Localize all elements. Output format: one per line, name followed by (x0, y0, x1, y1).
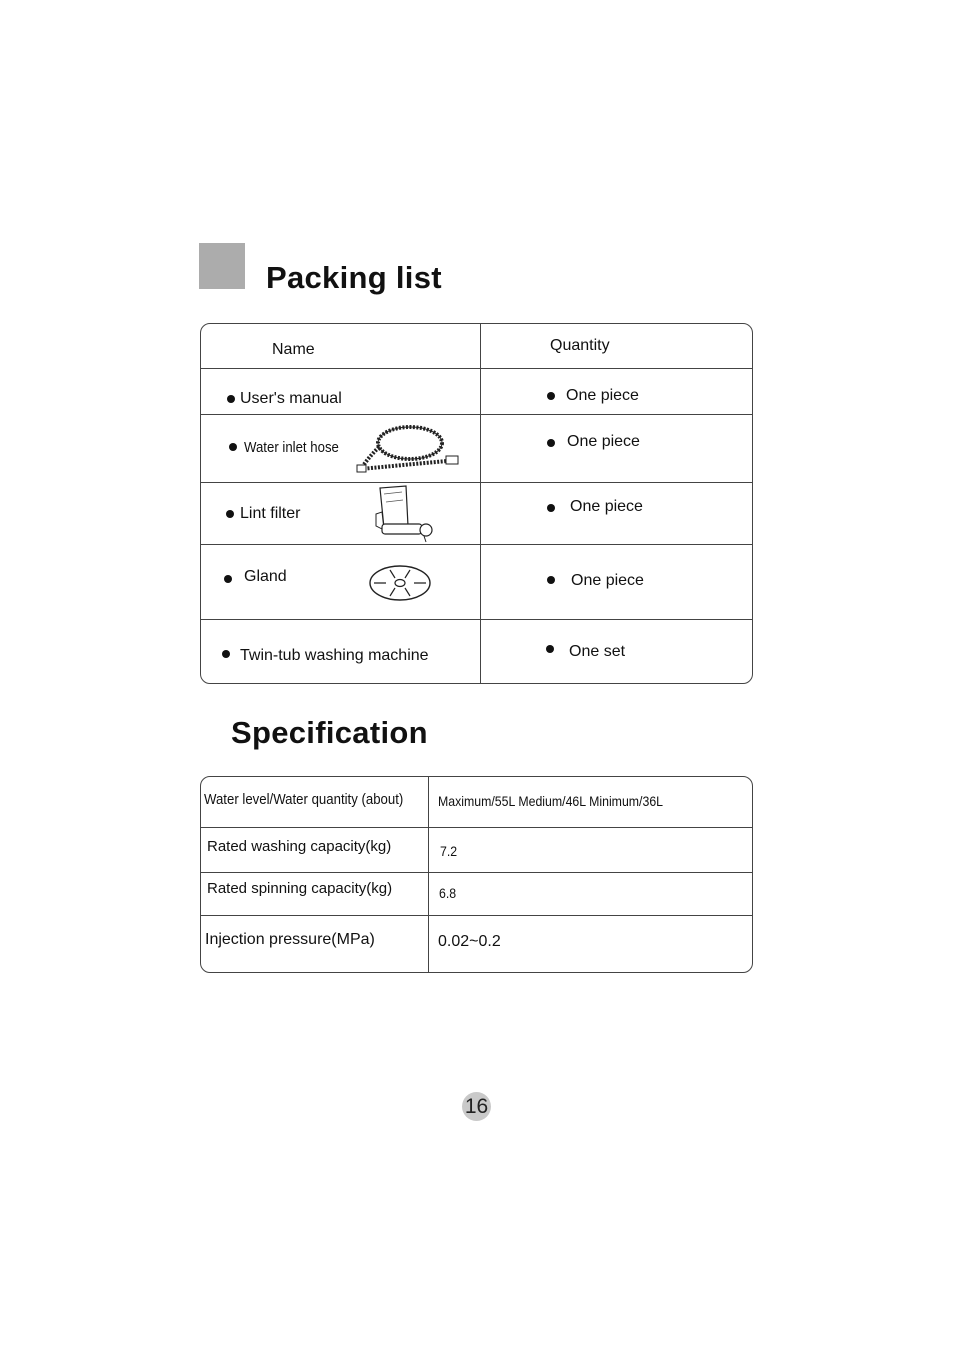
item-name: Lint filter (240, 505, 301, 522)
row-divider (201, 482, 752, 483)
item-quantity: One piece (566, 387, 639, 404)
bullet (547, 576, 555, 584)
bullet (227, 395, 235, 403)
spec-value: 0.02~0.2 (438, 933, 501, 950)
row-divider (201, 414, 752, 415)
bullet (222, 650, 230, 658)
spec-value: 7.2 (440, 843, 458, 859)
bullet (224, 575, 232, 583)
section-marker (199, 243, 245, 289)
item-name: Water inlet hose (244, 439, 339, 456)
packing-table (200, 323, 753, 684)
bullet (547, 439, 555, 447)
bullet (546, 645, 554, 653)
spec-value: Maximum/55L Medium/46L Minimum/36L (438, 793, 664, 809)
header-name: Name (272, 341, 315, 358)
spec-label: Rated washing capacity(kg) (207, 838, 392, 855)
specification-title: Specification (231, 715, 428, 750)
item-quantity: One piece (570, 498, 643, 515)
item-name: Gland (244, 568, 287, 585)
bullet (226, 510, 234, 518)
header-quantity: Quantity (550, 337, 610, 354)
gland-icon (368, 564, 432, 602)
item-name: Twin-tub washing machine (240, 647, 429, 664)
column-divider (428, 777, 429, 972)
row-divider (201, 619, 752, 620)
bullet (229, 443, 237, 451)
row-divider (201, 544, 752, 545)
item-name: User's manual (240, 390, 342, 407)
spec-label: Rated spinning capacity(kg) (207, 880, 393, 897)
row-divider (201, 872, 752, 873)
item-quantity: One set (569, 643, 626, 660)
bullet (547, 504, 555, 512)
packing-list-title: Packing list (266, 260, 442, 295)
row-divider (201, 915, 752, 916)
row-divider (201, 368, 752, 369)
spec-value: 6.8 (439, 885, 457, 901)
item-quantity: One piece (571, 572, 644, 589)
spec-label: Water level/Water quantity (about) (204, 791, 404, 808)
hose-icon (355, 421, 461, 477)
row-divider (201, 827, 752, 828)
lint-filter-icon (372, 484, 438, 544)
item-quantity: One piece (567, 433, 640, 450)
spec-label: Injection pressure(MPa) (205, 931, 375, 948)
bullet (547, 392, 555, 400)
page-number: 16 (462, 1092, 491, 1121)
column-divider (480, 324, 481, 683)
